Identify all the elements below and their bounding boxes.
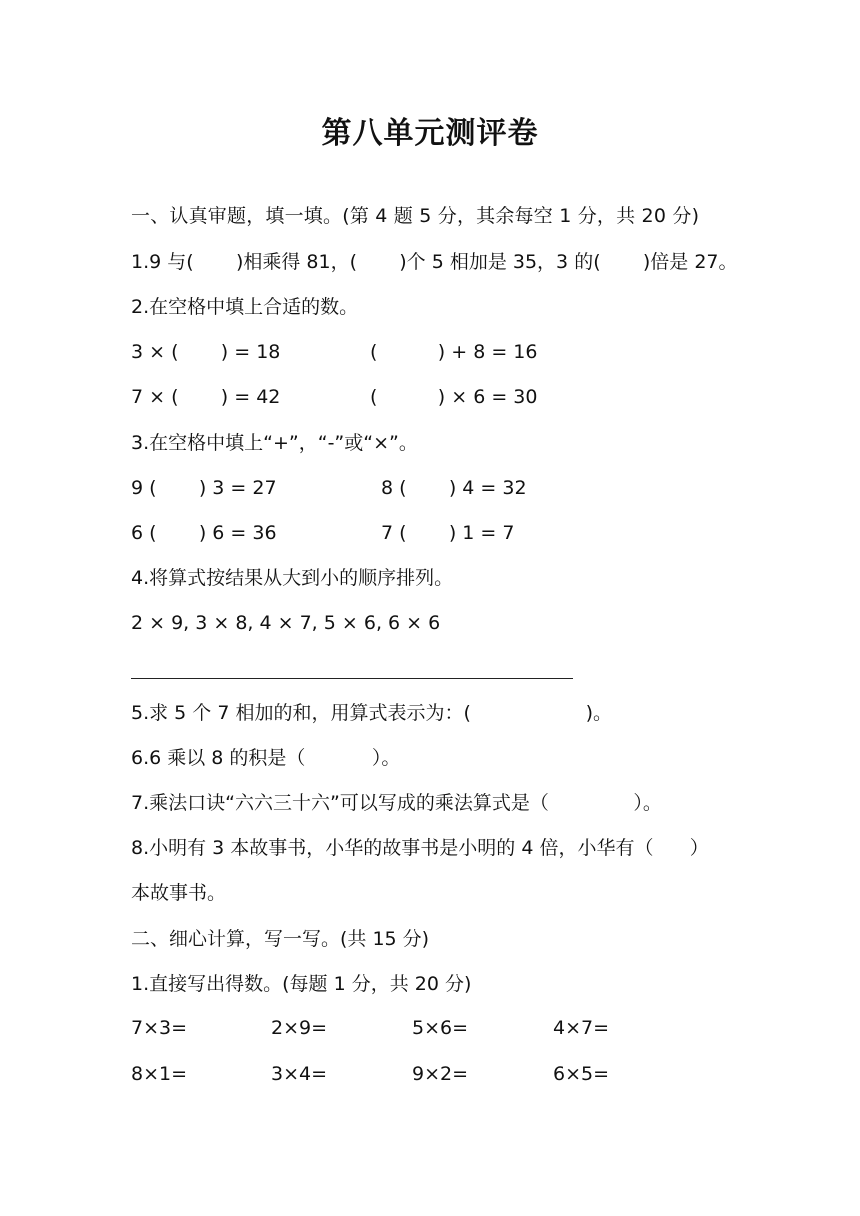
question-3-prompt: 3.在空格中填上“+”，“-”或“×”。 [131, 432, 418, 454]
question-6: 6.6 乘以 8 的积是（ ）。 [131, 747, 401, 769]
q3-blank-3: 6 ( ) 6 = 36 [131, 522, 277, 544]
q2-blank-1: 3 × ( ) = 18 [131, 341, 281, 363]
q2-blank-2: ( ) + 8 = 16 [370, 341, 538, 363]
question-4-expressions: 2 × 9, 3 × 8, 4 × 7, 5 × 6, 6 × 6 [131, 612, 441, 634]
calc-item: 2×9= [271, 1017, 328, 1039]
calc-item: 6×5= [553, 1063, 610, 1085]
calc-item: 3×4= [271, 1063, 328, 1085]
question-7: 7.乘法口诀“六六三十六”可以写成的乘法算式是（ ）。 [131, 792, 662, 814]
section-1-heading: 一、认真审题，填一填。(第 4 题 5 分，其余每空 1 分，共 20 分) [131, 205, 700, 227]
q2-blank-3: 7 × ( ) = 42 [131, 386, 281, 408]
question-8-line-1: 8.小明有 3 本故事书，小华的故事书是小明的 4 倍，小华有（ ） [131, 837, 709, 859]
question-1: 1.9 与( )相乘得 81，( )个 5 相加是 35，3 的( )倍是 27。 [131, 251, 738, 273]
section-2-heading: 二、细心计算，写一写。(共 15 分) [131, 928, 430, 950]
calc-item: 4×7= [553, 1017, 610, 1039]
calc-item: 9×2= [412, 1063, 469, 1085]
question-4-prompt: 4.将算式按结果从大到小的顺序排列。 [131, 567, 454, 589]
question-5: 5.求 5 个 7 相加的和，用算式表示为：( )。 [131, 702, 613, 724]
q2-blank-4: ( ) × 6 = 30 [370, 386, 538, 408]
q3-blank-1: 9 ( ) 3 = 27 [131, 477, 277, 499]
section-2-question-1-prompt: 1.直接写出得数。(每题 1 分，共 20 分) [131, 973, 472, 995]
q3-blank-2: 8 ( ) 4 = 32 [381, 477, 527, 499]
calc-item: 7×3= [131, 1017, 188, 1039]
q3-blank-4: 7 ( ) 1 = 7 [381, 522, 515, 544]
calc-item: 8×1= [131, 1063, 188, 1085]
question-8-line-2: 本故事书。 [131, 882, 227, 904]
calc-item: 5×6= [412, 1017, 469, 1039]
answer-line [131, 678, 573, 679]
question-2-prompt: 2.在空格中填上合适的数。 [131, 296, 359, 318]
page-title: 第八单元测评卷 [321, 116, 539, 151]
